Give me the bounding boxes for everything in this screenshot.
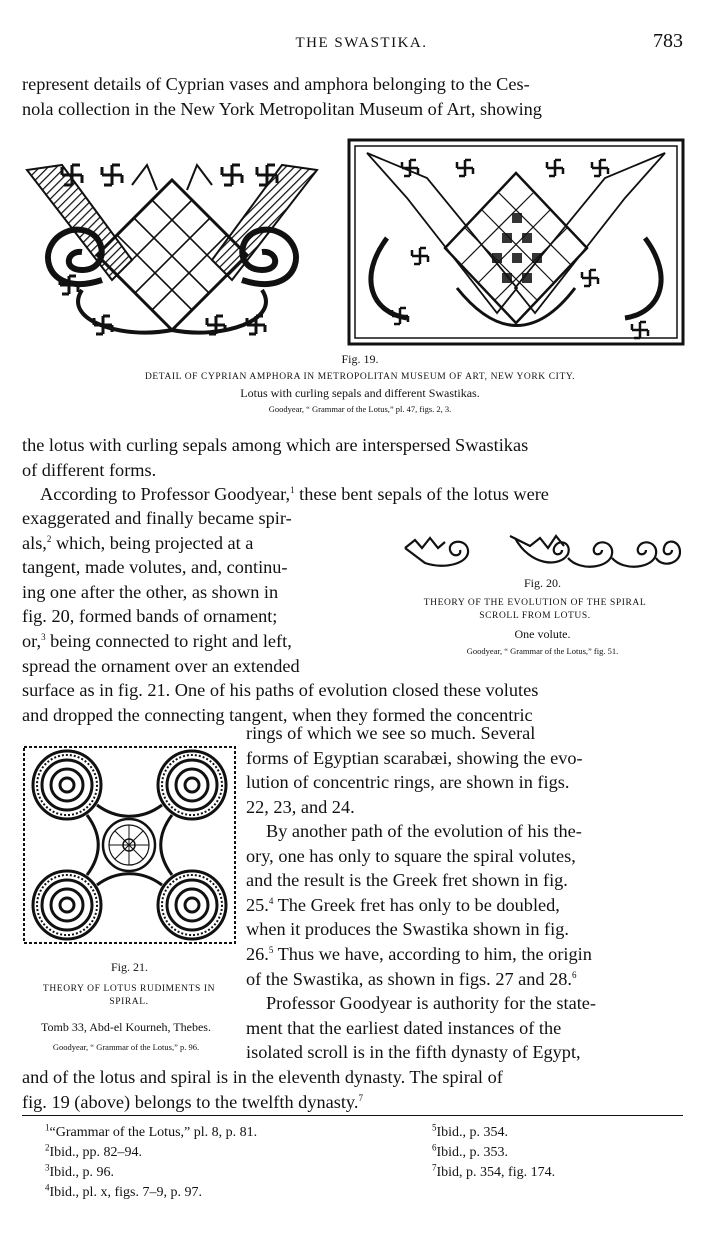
footnote-ref: 2 bbox=[46, 533, 52, 544]
text-line: spread the ornament over an extended bbox=[22, 655, 300, 676]
text-line: fig. 20, formed bands of ornament; bbox=[22, 606, 278, 627]
fig19-label: Fig. 19. bbox=[341, 352, 379, 366]
page-number: 783 bbox=[653, 30, 683, 52]
footnote-text: Ibid., p. 354. bbox=[436, 1125, 509, 1140]
text-line: and the result is the Greek fret shown in fig. bbox=[246, 870, 568, 891]
fig19-right-amphora-detail bbox=[347, 138, 685, 346]
footnote-ref: 3 bbox=[41, 631, 46, 642]
caption-line: THEORY OF LOTUS RUDIMENTS IN bbox=[42, 984, 216, 994]
text-line: of different forms. bbox=[22, 459, 157, 480]
fig21-title bbox=[14, 983, 244, 1009]
text-line: fig. 19 (above) belongs to the twelfth dynasty. bbox=[22, 1091, 359, 1112]
footnote bbox=[45, 1183, 395, 1203]
text-line: By another path of the evolution of his the- bbox=[266, 821, 582, 841]
footnote-ref: 6 bbox=[571, 969, 577, 980]
fig19-subtitle: Lotus with curling sepals and different Swastikas. bbox=[240, 386, 480, 400]
text-line: exaggerated and finally became spir- bbox=[22, 508, 292, 528]
fig20-label: Fig. 20. bbox=[523, 576, 561, 590]
paragraph-1 bbox=[22, 433, 683, 482]
text-line: According to Professor Goodyear, bbox=[40, 484, 291, 504]
caption-line: SPIRAL. bbox=[109, 997, 149, 1007]
footnote-number: 3 bbox=[45, 1162, 50, 1173]
text-line: nola collection in the New York Metropolitan Museum of Art, showing bbox=[22, 98, 542, 119]
text-line: forms of Egyptian scarabæi, showing the evo- bbox=[246, 747, 583, 768]
text-line: when it produces the Swastika shown in fig. bbox=[246, 919, 569, 940]
footnote-ref: 5 bbox=[268, 944, 274, 955]
footnote-text: Ibid., p. 353. bbox=[436, 1145, 509, 1160]
text-line: rings of which we see so much. Several bbox=[246, 723, 536, 743]
text-line: 25. bbox=[246, 894, 269, 915]
text-line: or, bbox=[22, 630, 42, 651]
footnote-text: Ibid, p. 354, fig. 174. bbox=[436, 1165, 556, 1180]
footnote-number: 2 bbox=[45, 1142, 50, 1153]
footnote-number: 5 bbox=[432, 1122, 437, 1133]
text-line: and dropped the connecting tangent, when they formed the concentric bbox=[22, 704, 533, 725]
paragraph-2-line-1 bbox=[40, 482, 683, 507]
footnote bbox=[45, 1163, 395, 1183]
text-line: Thus we have, according to him, the origin bbox=[273, 943, 592, 964]
footnote-text: Ibid., p. 96. bbox=[49, 1165, 115, 1180]
text-line: and of the lotus and spiral is in the eleventh dynasty. The spiral of bbox=[22, 1067, 503, 1087]
paragraph-2-right bbox=[246, 721, 676, 819]
footnote-ref: 1 bbox=[290, 484, 295, 495]
text-line: represent details of Cyprian vases and amphora belonging to the Ces- bbox=[22, 74, 530, 94]
text-line: tangent, made volutes, and, continu- bbox=[22, 557, 288, 578]
text-line: of the Swastika, as shown in figs. 27 and 28. bbox=[246, 968, 572, 989]
fig20-spiral-scroll bbox=[400, 528, 685, 578]
text-line: these bent sepals of the lotus were bbox=[294, 484, 549, 504]
intro-paragraph bbox=[22, 72, 683, 121]
text-line: als, bbox=[22, 532, 47, 553]
fig20-source: Goodyear, “ Grammar of the Lotus,” fig. 51. bbox=[466, 646, 619, 656]
footnote-text: “Grammar of the Lotus,” pl. 8, p. 81. bbox=[49, 1125, 258, 1140]
footnote-text: Ibid., pp. 82–94. bbox=[49, 1145, 143, 1160]
footnote-number: 1 bbox=[45, 1122, 50, 1133]
text-line: ing one after the other, as shown in bbox=[22, 581, 279, 602]
text-line: the lotus with curling sepals among which are interspersed Swastikas bbox=[22, 435, 529, 455]
paragraph-4-wide bbox=[22, 1065, 683, 1114]
fig21-label: Fig. 21. bbox=[110, 960, 148, 974]
running-head: THE SWASTIKA. bbox=[295, 35, 428, 51]
footnote-number: 6 bbox=[432, 1142, 437, 1153]
fig21-location: Tomb 33, Abd-el Kourneh, Thebes. bbox=[41, 1020, 211, 1034]
text-line: The Greek fret has only to be doubled, bbox=[273, 894, 560, 915]
text-line: lution of concentric rings, are shown in figs. bbox=[246, 772, 570, 793]
footnote bbox=[45, 1143, 395, 1163]
footnote bbox=[45, 1123, 395, 1143]
text-line: surface as in fig. 21. One of his paths of evolution closed these volutes bbox=[22, 680, 539, 700]
fig19-left-amphora-detail bbox=[22, 150, 322, 345]
fig19-title: DETAIL OF CYPRIAN AMPHORA IN METROPOLITAN MUSEUM OF ART, NEW YORK CITY. bbox=[144, 372, 576, 382]
footnote-ref: 7 bbox=[358, 1092, 363, 1103]
caption-line: SCROLL FROM LOTUS. bbox=[479, 611, 591, 621]
paragraph-2-wide bbox=[22, 678, 683, 727]
text-line: ory, one has only to square the spiral volutes, bbox=[246, 845, 576, 866]
text-line: Professor Goodyear is authority for the state- bbox=[266, 993, 596, 1013]
footnote bbox=[432, 1163, 682, 1183]
footnote-divider bbox=[22, 1115, 683, 1116]
footnote-text: Ibid., pl. x, figs. 7–9, p. 97. bbox=[49, 1185, 202, 1200]
footnote bbox=[432, 1123, 682, 1143]
text-line: which, being projected at a bbox=[51, 532, 254, 553]
text-line: being connected to right and left, bbox=[45, 630, 292, 651]
caption-line: THEORY OF THE EVOLUTION OF THE SPIRAL bbox=[423, 598, 647, 608]
paragraph-4 bbox=[246, 991, 676, 1065]
fig21-source: Goodyear, “ Grammar of the Lotus,” p. 96. bbox=[52, 1042, 200, 1052]
footnote-number: 7 bbox=[432, 1162, 437, 1173]
footnotes-right bbox=[432, 1123, 682, 1183]
text-line: ment that the earliest dated instances of the bbox=[246, 1017, 562, 1038]
text-line: 22, 23, and 24. bbox=[246, 796, 355, 817]
paragraph-2-narrow bbox=[22, 506, 364, 678]
fig20-subtitle: One volute. bbox=[514, 627, 571, 641]
text-line: isolated scroll is in the fifth dynasty of Egypt, bbox=[246, 1042, 581, 1063]
footnote-ref: 4 bbox=[268, 895, 274, 906]
fig20-title bbox=[385, 597, 685, 623]
paragraph-3 bbox=[246, 819, 676, 991]
fig21-lotus-spiral-ornament bbox=[22, 745, 237, 945]
footnotes-left bbox=[45, 1123, 395, 1203]
text-line: 26. bbox=[246, 943, 269, 964]
footnote bbox=[432, 1143, 682, 1163]
footnote-number: 4 bbox=[45, 1182, 50, 1193]
fig19-source: Goodyear, “ Grammar of the Lotus,” pl. 47, figs. 2, 3. bbox=[268, 404, 452, 414]
